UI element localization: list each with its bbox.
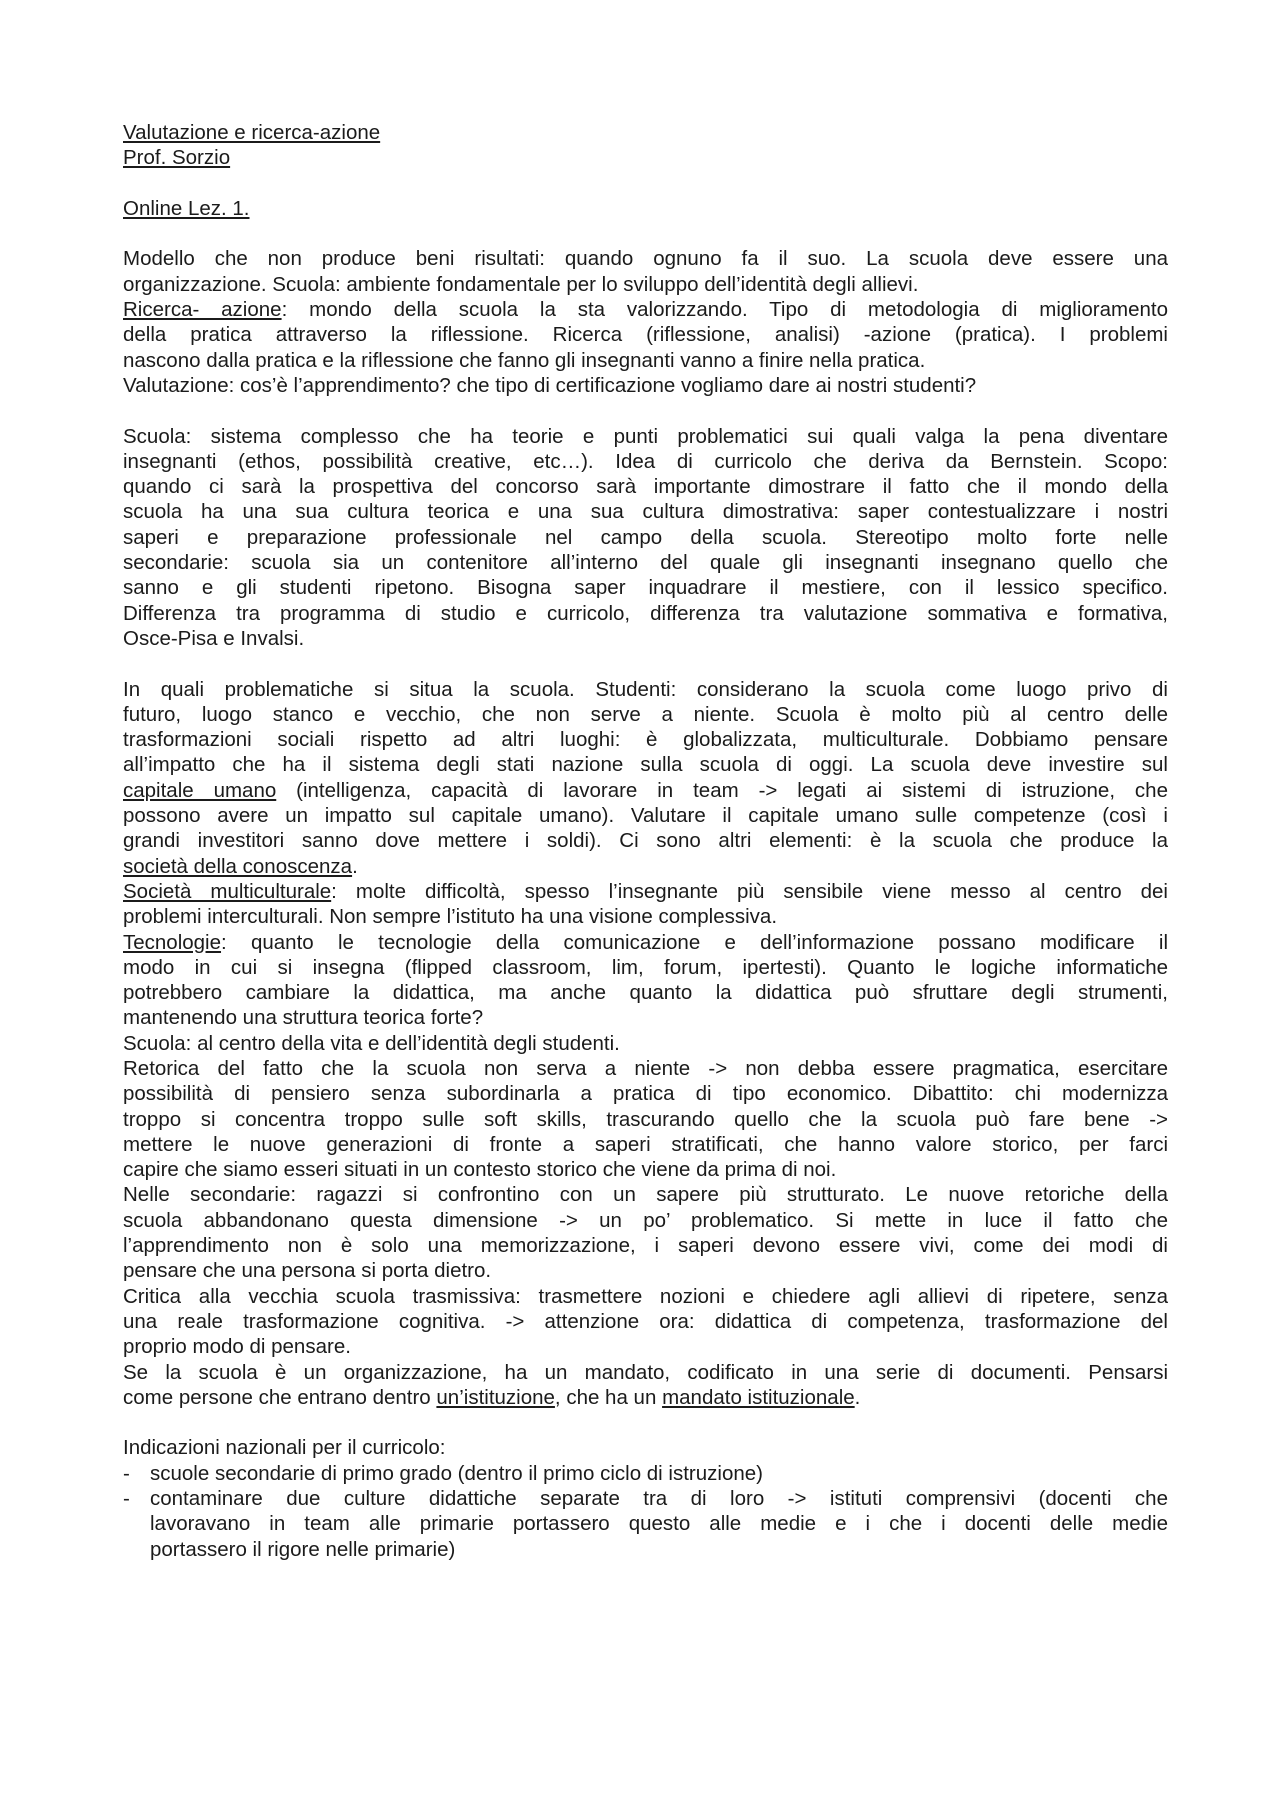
text-line: Critica alla vecchia scuola trasmissiva: trasmettere nozioni e chiedere agli allievi di ripetere, senza — [123, 1284, 1168, 1308]
text-line: contaminare due culture didattiche separate tra di loro -> istituti comprensivi (docenti che — [150, 1487, 1168, 1511]
text-line: Tecnologie: quanto le tecnologie della comunicazione e dell’informazione possano modificare il — [123, 930, 1168, 954]
text-line: una reale trasformazione cognitiva. -> attenzione ora: didattica di competenza, trasformazione del — [123, 1309, 1168, 1333]
text-line: modo in cui si insegna (flipped classroom, lim, forum, ipertesti). Quanto le logiche informatiche — [123, 955, 1168, 979]
text-line: scuole secondarie di primo grado (dentro il primo ciclo di istruzione) — [150, 1461, 763, 1485]
term-societa-multiculturale: Società multiculturale — [123, 879, 332, 903]
text-line: Scuola: al centro della vita e dell’identità degli studenti. — [123, 1031, 620, 1055]
text-line: all’impatto che ha il sistema degli stati nazione sulla scuola di oggi. La scuola deve investire sul — [123, 753, 1168, 777]
text-line: portassero il rigore nelle primarie) — [150, 1537, 456, 1561]
text-line: della pratica attraverso la riflessione. Ricerca (riflessione, analisi) -azione (pratica). I problemi — [123, 323, 1168, 347]
text-line: lavoravano in team alle primarie portassero questo alle medie e i che i docenti delle medie — [150, 1512, 1168, 1536]
term-capitale-umano: capitale umano — [123, 778, 277, 802]
text-line: trasformazioni sociali rispetto ad altri luoghi: è globalizzata, multiculturale. Dobbiamo pensare — [123, 728, 1168, 752]
text-line: Se la scuola è un organizzazione, ha un mandato, codificato in una serie di documenti. Pensarsi — [123, 1360, 1168, 1384]
text-line: futuro, luogo stanco e vecchio, che non serve a niente. Scuola è molto più al centro delle — [123, 702, 1168, 726]
paragraph-problematiche — [123, 677, 1168, 1411]
text-line: proprio modo di pensare. — [123, 1335, 351, 1359]
text-line: scuola ha una sua cultura teorica e una sua cultura dimostrativa: saper contestualizzare i nostri — [123, 500, 1168, 524]
text-line: secondarie: scuola sia un contenitore all’interno del quale gli insegnanti insegnano quello che — [123, 551, 1168, 575]
text-line: organizzazione. Scuola: ambiente fondamentale per lo sviluppo dell’identità degli allievi. — [123, 272, 919, 296]
document-header — [123, 120, 1168, 221]
text-line: scuola abbandonano questa dimensione -> un po’ problematico. Si mette in luce il fatto che — [123, 1208, 1168, 1232]
text-line: società della conoscenza. — [123, 854, 358, 878]
text-line: come persone che entrano dentro un’istituzione, che ha un mandato istituzionale. — [123, 1385, 861, 1409]
professor-name: Prof. Sorzio — [123, 146, 231, 170]
text-line: grandi investitori sanno dove mettere i soldi). Ci sono altri elementi: è la scuola che produce la — [123, 829, 1168, 853]
term-tecnologie: Tecnologie — [123, 930, 222, 954]
text-line: possono avere un impatto sul capitale umano). Valutare il capitale umano sulle competenze (così i — [123, 804, 1168, 828]
text-line: Scuola: sistema complesso che ha teorie e punti problematici sui quali valga la pena diventare — [123, 424, 1168, 448]
list-item — [123, 1486, 1168, 1562]
text-line: saperi e preparazione professionale nel campo della scuola. Stereotipo molto forte nelle — [123, 525, 1168, 549]
text-line: capitale umano (intelligenza, capacità di lavorare in team -> legati ai sistemi di istruzione, che — [123, 778, 1168, 802]
text-line: possibilità di pensiero senza subordinarla a pratica di tipo economico. Dibattito: chi modernizza — [123, 1082, 1168, 1106]
term-ricerca-azione: Ricerca- azione — [123, 298, 282, 322]
paragraph-scuola-sistema — [123, 424, 1168, 652]
text-line: Valutazione: cos’è l’apprendimento? che tipo di certificazione vogliamo dare ai nostri studenti? — [123, 373, 977, 397]
text-line: Modello che non produce beni risultati: quando ognuno fa il suo. La scuola deve essere una — [123, 247, 1168, 271]
lesson-title: Online Lez. 1. — [123, 196, 250, 220]
indicazioni-nazionali-section — [123, 1435, 1168, 1561]
text-line: nascono dalla pratica e la riflessione che fanno gli insegnanti vanno a finire nella pratica. — [123, 348, 926, 372]
text-line: problemi interculturali. Non sempre l’istituto ha una visione complessiva. — [123, 905, 778, 929]
text-line: Osce-Pisa e Invalsi. — [123, 626, 305, 650]
text-line: l’apprendimento non è solo una memorizzazione, i saperi devono essere vivi, come dei modi di — [123, 1234, 1168, 1258]
term-societa-conoscenza: società della conoscenza — [123, 854, 353, 878]
course-title: Valutazione e ricerca-azione — [123, 121, 381, 144]
text-line: Ricerca- azione: mondo della scuola la sta valorizzando. Tipo di metodologia di miglioramento — [123, 298, 1168, 322]
paragraph-intro — [123, 246, 1168, 398]
text-line: Società multiculturale: molte difficoltà, spesso l’insegnante più sensibile viene messo al centro dei — [123, 879, 1168, 903]
text-line: sanno e gli studenti ripetono. Bisogna saper inquadrare il mestiere, con il lessico specifico. — [123, 576, 1168, 600]
list-intro: Indicazioni nazionali per il curricolo: — [123, 1436, 446, 1460]
text-line: mettere le nuove generazioni di fronte a saperi stratificati, che hanno valore storico, per farci — [123, 1132, 1168, 1156]
text-line: potrebbero cambiare la didattica, ma anche quanto la didattica può sfruttare degli strumenti, — [123, 981, 1168, 1005]
text-line: Differenza tra programma di studio e curricolo, differenza tra valutazione sommativa e formativa, — [123, 601, 1168, 625]
list-item — [123, 1461, 1168, 1486]
text-line: troppo si concentra troppo sulle soft skills, trascurando quello che la scuola può fare bene -> — [123, 1107, 1168, 1131]
text-line: pensare che una persona si porta dietro. — [123, 1259, 492, 1283]
text-line: insegnanti (ethos, possibilità creative, etc…). Idea di curricolo che deriva da Bernstein. Scopo: — [123, 449, 1168, 473]
term-mandato-istituzionale: mandato istituzionale — [662, 1385, 855, 1409]
text-line: capire che siamo esseri situati in un contesto storico che viene da prima di noi. — [123, 1158, 837, 1182]
text-line: Retorica del fatto che la scuola non serva a niente -> non debba essere pragmatica, esercitare — [123, 1056, 1168, 1080]
text-line: Nelle secondarie: ragazzi si confrontino con un sapere più strutturato. Le nuove retoriche della — [123, 1183, 1168, 1207]
bullet-dash: - — [123, 1487, 130, 1511]
text-line: quando ci sarà la prospettiva del concorso sarà importante dimostrare il fatto che il mondo della — [123, 475, 1168, 499]
text-line: mantenendo una struttura teorica forte? — [123, 1006, 484, 1030]
bullet-dash: - — [123, 1461, 130, 1485]
term-istituzione: un’istituzione — [436, 1385, 555, 1409]
text-line: In quali problematiche si situa la scuola. Studenti: considerano la scuola come luogo privo di — [123, 677, 1168, 701]
